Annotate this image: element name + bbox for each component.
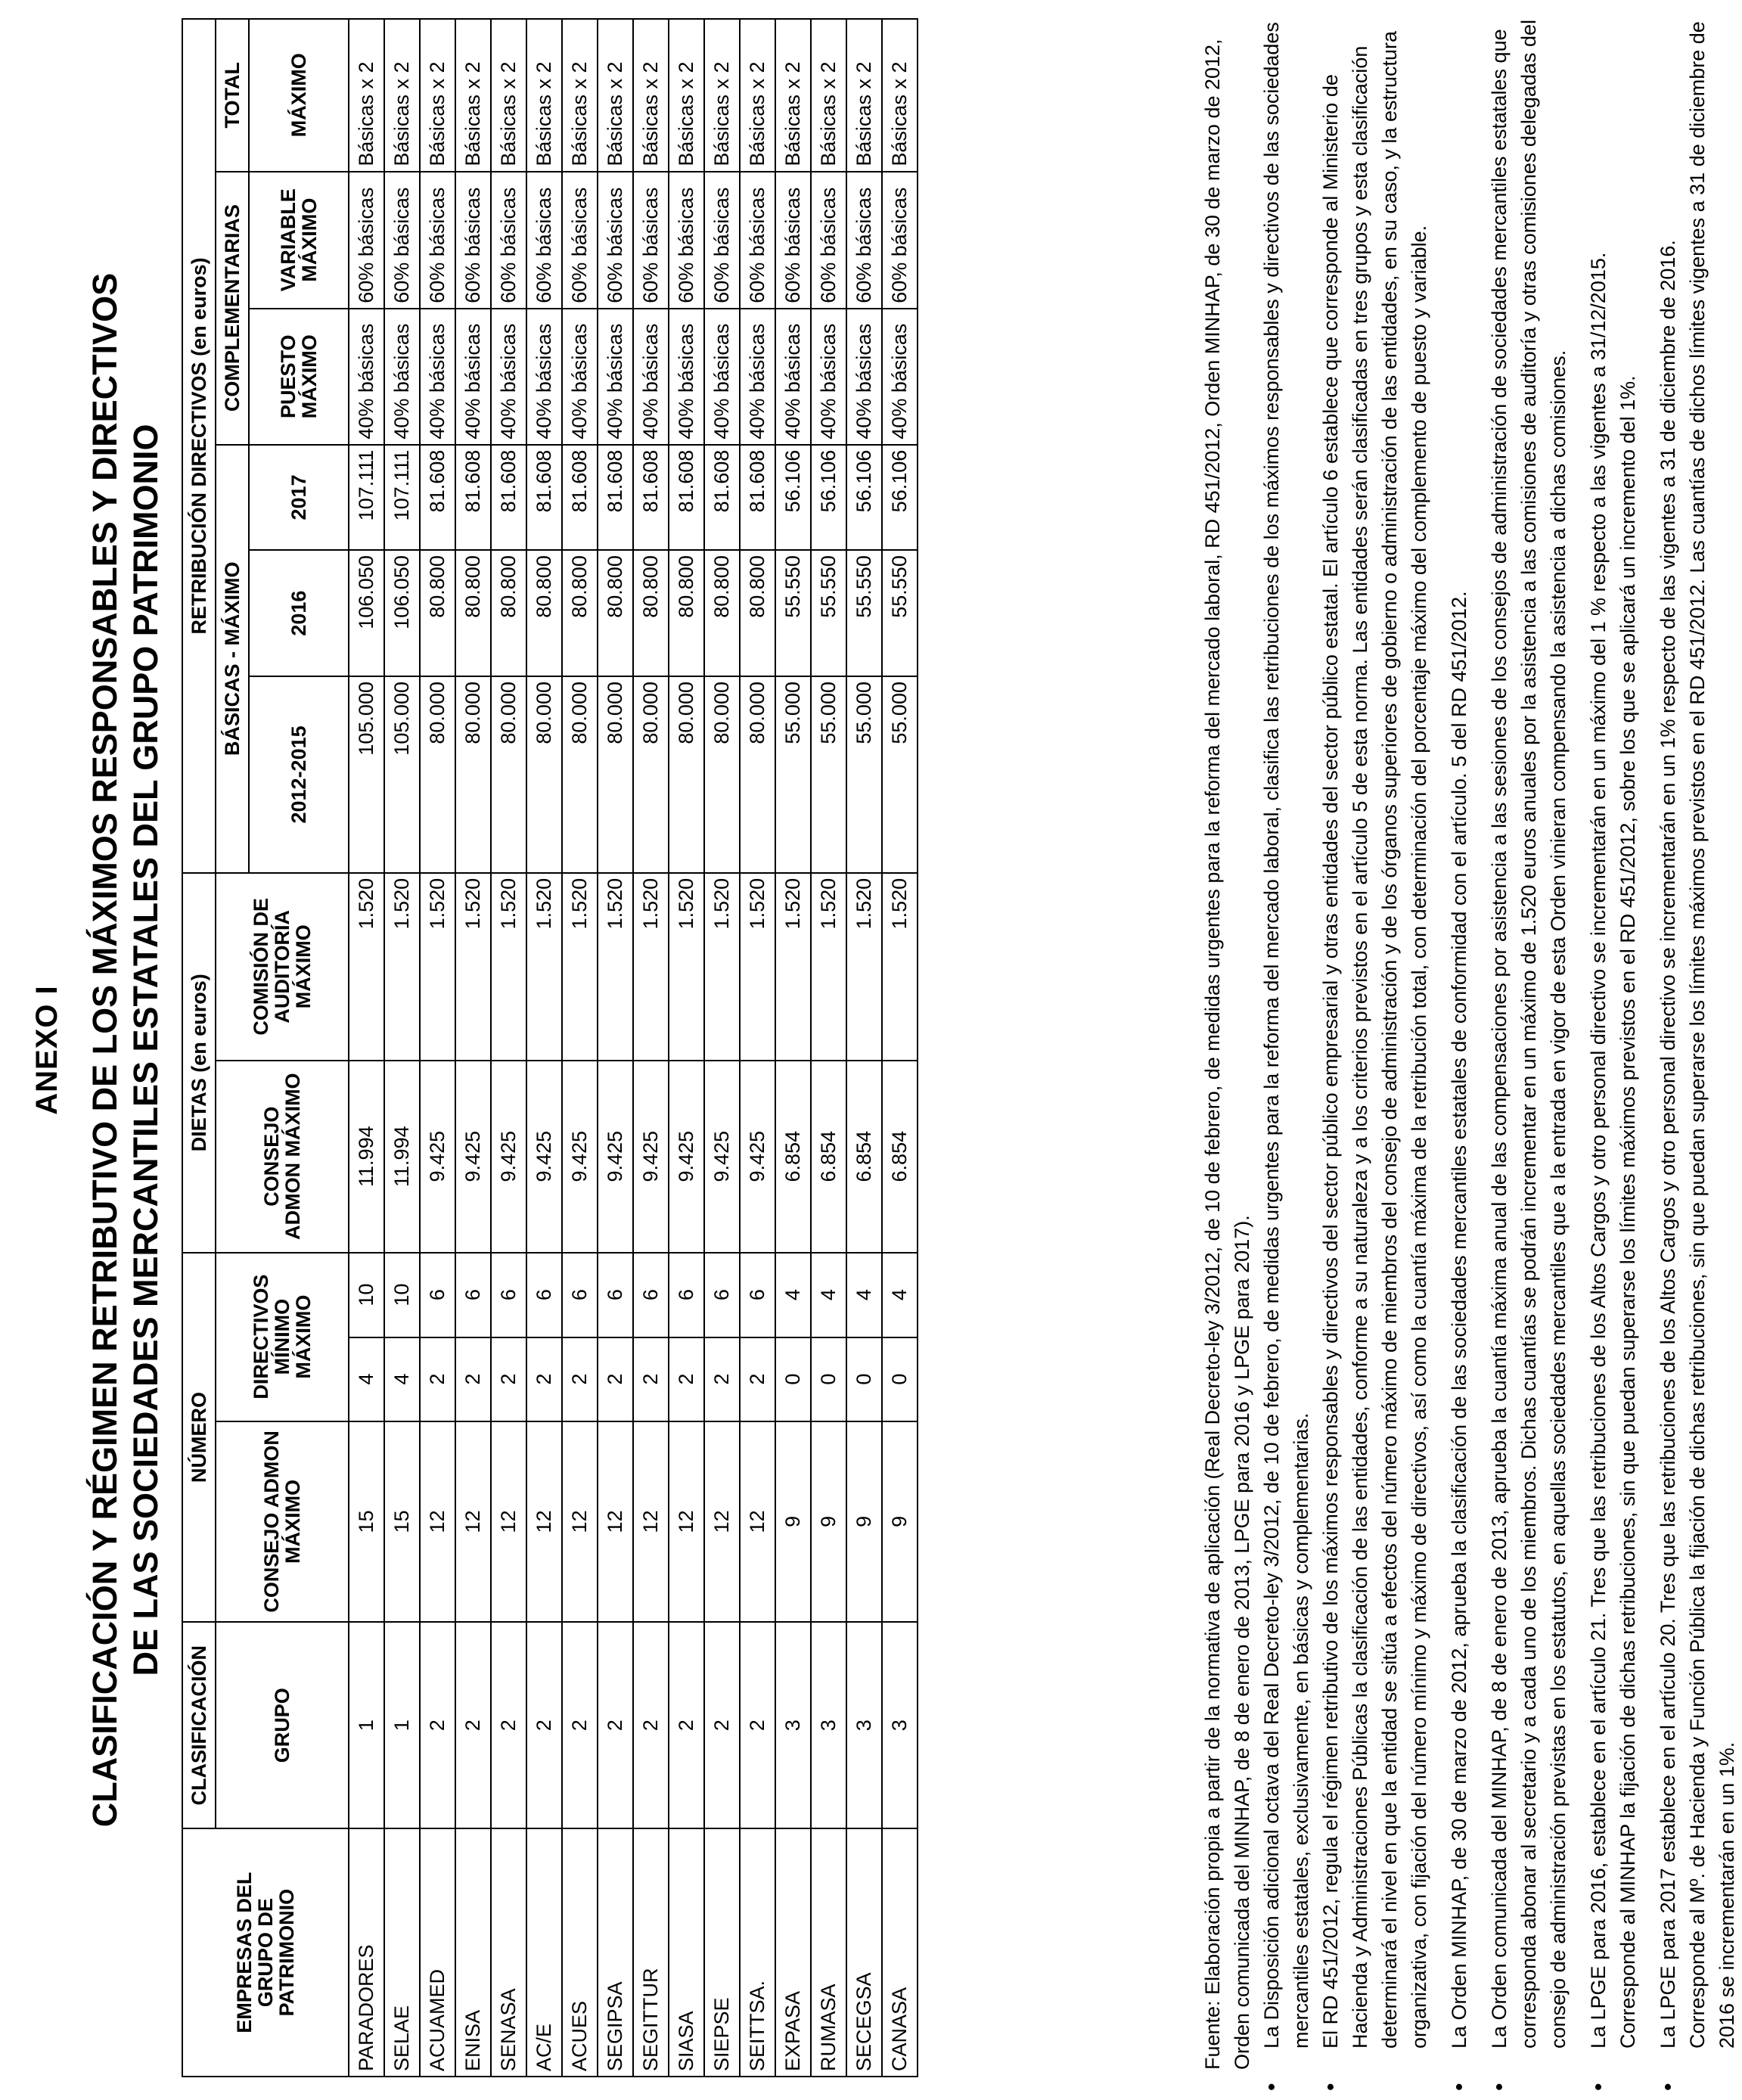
table-cell: 9.425 xyxy=(669,1061,704,1253)
table-cell: 9.425 xyxy=(526,1061,562,1253)
table-row xyxy=(846,19,882,2077)
table-cell: AC/E xyxy=(526,1828,562,2077)
table-cell: Básicas x 2 xyxy=(491,19,526,172)
table-cell: Básicas x 2 xyxy=(669,19,704,172)
header-consejo-numero: CONSEJO ADMON MÁXIMO xyxy=(216,1421,349,1623)
table-cell: Básicas x 2 xyxy=(740,19,775,172)
table-cell: 40% básicas xyxy=(882,309,918,445)
table-cell: 60% básicas xyxy=(704,172,740,309)
table-cell: 2 xyxy=(491,1622,526,1828)
table-cell: 81.608 xyxy=(491,445,526,550)
table-cell: 40% básicas xyxy=(633,309,669,445)
table-cell: 2 xyxy=(633,1337,669,1421)
table-cell: 1.520 xyxy=(882,873,918,1061)
table-cell: 2 xyxy=(704,1337,740,1421)
table-cell: 55.550 xyxy=(882,550,918,676)
table-cell: 9.425 xyxy=(633,1061,669,1253)
table-cell: 81.608 xyxy=(562,445,598,550)
table-cell: 4 xyxy=(811,1253,846,1337)
table-row xyxy=(811,19,846,2077)
table-cell: 80.800 xyxy=(704,550,740,676)
table-cell: 2 xyxy=(420,1622,455,1828)
table-cell: 80.000 xyxy=(669,676,704,873)
header-clasificacion: CLASIFICACIÓN xyxy=(182,1622,216,1828)
table-cell: 6 xyxy=(420,1253,455,1337)
header-retribucion: RETRIBUCIÓN DIRECTIVOS (en euros) xyxy=(182,19,216,873)
header-numero: NÚMERO xyxy=(182,1253,216,1623)
table-cell: 6 xyxy=(491,1253,526,1337)
table-cell: 6.854 xyxy=(882,1061,918,1253)
table-cell: Básicas x 2 xyxy=(526,19,562,172)
table-cell: 81.608 xyxy=(633,445,669,550)
table-cell: 3 xyxy=(775,1622,811,1828)
table-cell: SEITTSA. xyxy=(740,1828,775,2077)
table-cell: 81.608 xyxy=(420,445,455,550)
table-cell: SEGITTUR xyxy=(633,1828,669,2077)
title-line: CLASIFICACIÓN Y RÉGIMEN RETRIBUTIVO DE LOS MÁXIMOS RESPONSABLES Y DIRECTIVOS xyxy=(85,272,124,1828)
table-cell: 2 xyxy=(704,1622,740,1828)
note-item xyxy=(1584,18,1643,2070)
title-line: DE LAS SOCIEDADES MERCANTILES ESTATALES DEL GRUPO PATRIMONIO xyxy=(126,424,165,1676)
table-cell: 12 xyxy=(420,1421,455,1623)
table-row xyxy=(775,19,811,2077)
table-cell: 60% básicas xyxy=(882,172,918,309)
table-cell: 40% básicas xyxy=(811,309,846,445)
table-cell: 4 xyxy=(846,1253,882,1337)
table-cell: 81.608 xyxy=(598,445,633,550)
table-cell: 80.800 xyxy=(598,550,633,676)
table-cell: 9.425 xyxy=(420,1061,455,1253)
header-maximo: MÁXIMO xyxy=(249,19,349,172)
table-row xyxy=(526,19,562,2077)
document-title xyxy=(85,0,166,2100)
table-cell: 60% básicas xyxy=(846,172,882,309)
table-cell: 2 xyxy=(633,1622,669,1828)
table-cell: SENASA xyxy=(491,1828,526,2077)
table-cell: 1.520 xyxy=(846,873,882,1061)
table-cell: 80.000 xyxy=(455,676,491,873)
table-cell: Básicas x 2 xyxy=(704,19,740,172)
table-cell: 2 xyxy=(420,1337,455,1421)
table-cell: 55.000 xyxy=(775,676,811,873)
table-cell: 40% básicas xyxy=(740,309,775,445)
notes-list xyxy=(1257,18,1742,2070)
table-cell: 4 xyxy=(349,1337,384,1421)
table-cell: 60% básicas xyxy=(384,172,420,309)
table-cell: 6 xyxy=(562,1253,598,1337)
table-cell: 2 xyxy=(669,1622,704,1828)
table-cell: 1.520 xyxy=(704,873,740,1061)
table-cell: 12 xyxy=(455,1421,491,1623)
table-cell: 80.800 xyxy=(740,550,775,676)
table-cell: Básicas x 2 xyxy=(349,19,384,172)
header-empresas: EMPRESAS DEL GRUPO DE PATRIMONIO xyxy=(182,1828,349,2077)
table-row xyxy=(491,19,526,2077)
table-cell: 1.520 xyxy=(598,873,633,1061)
table-cell: 9 xyxy=(811,1421,846,1623)
table-cell: 9.425 xyxy=(704,1061,740,1253)
table-row xyxy=(598,19,633,2077)
table-cell: 2 xyxy=(740,1337,775,1421)
table-cell: 40% básicas xyxy=(598,309,633,445)
table-cell: 6 xyxy=(598,1253,633,1337)
table-cell: PARADORES xyxy=(349,1828,384,2077)
table-cell: 9.425 xyxy=(455,1061,491,1253)
table-cell: 55.550 xyxy=(846,550,882,676)
table-cell: 3 xyxy=(846,1622,882,1828)
table-cell: 2 xyxy=(455,1337,491,1421)
table-cell: 12 xyxy=(526,1421,562,1623)
note-item xyxy=(1485,18,1573,2070)
table-cell: 106.050 xyxy=(384,550,420,676)
table-row xyxy=(420,19,455,2077)
table-cell: Básicas x 2 xyxy=(420,19,455,172)
note-text: • La Orden MINHAP, de 30 de marzo de 2012, aprueba la clasificación de las sociedades mercantiles estatales de conformidad con el artículo. 5 del RD 451/2012. xyxy=(1448,591,1470,2049)
table-cell: 12 xyxy=(704,1421,740,1623)
table-cell: 6.854 xyxy=(775,1061,811,1253)
table-cell: 105.000 xyxy=(349,676,384,873)
header-2012-2015: 2012-2015 xyxy=(249,676,349,873)
table-cell: 60% básicas xyxy=(455,172,491,309)
table-cell: Básicas x 2 xyxy=(455,19,491,172)
table-cell: 1.520 xyxy=(491,873,526,1061)
table-cell: SIASA xyxy=(669,1828,704,2077)
table-cell: 4 xyxy=(775,1253,811,1337)
table-cell: 6 xyxy=(633,1253,669,1337)
table-cell: ACUAMED xyxy=(420,1828,455,2077)
table-cell: Básicas x 2 xyxy=(882,19,918,172)
table-cell: 1.520 xyxy=(775,873,811,1061)
table-cell: 40% básicas xyxy=(775,309,811,445)
table-cell: 9 xyxy=(775,1421,811,1623)
table-cell: 2 xyxy=(526,1337,562,1421)
table-cell: 1.520 xyxy=(349,873,384,1061)
table-cell: 80.000 xyxy=(491,676,526,873)
remuneration-table xyxy=(182,18,918,2077)
table-cell: 56.106 xyxy=(811,445,846,550)
table-cell: 80.000 xyxy=(704,676,740,873)
table-cell: 15 xyxy=(384,1421,420,1623)
table-cell: 9 xyxy=(846,1421,882,1623)
table-cell: Básicas x 2 xyxy=(562,19,598,172)
note-text: Corresponde al MINHAP la fijación de dichas retribuciones, sin que puedan superarse los límites máximos previstos en el RD 451/2012, sobre los que se aplicará un incremento del 1%. xyxy=(1616,375,1639,2049)
table-cell: 80.000 xyxy=(420,676,455,873)
table-cell: EXPASA xyxy=(775,1828,811,2077)
table-cell: 60% básicas xyxy=(491,172,526,309)
table-cell: 1.520 xyxy=(633,873,669,1061)
header-2016: 2016 xyxy=(249,550,349,676)
note-text: • La Orden comunicada del MINHAP, de 8 de enero de 2013, aprueba la cuantía máxima anual de las compensaciones por asistencia a las sesiones de los consejos de administración de sociedades mercantiles estatales que corresponda abonar al secretario y a cada uno de los miembros. Dichas cuantías se podrán incrementar en un máximo de 1.520 euros anuales por la asistencia a las comisiones de auditoría y otras comisiones delegadas del consejo de administración previstas en los estatutos, en aquellas sociedades mercantiles que a la entrada en vigor de esta Orden vinieran compensando la asistencia a dichas comisiones. xyxy=(1488,19,1570,2049)
table-row xyxy=(384,19,420,2077)
note-text: • La LPGE para 2017 establece en el artículo 20. Tres que las retribuciones de los Altos Cargos y otro personal directivo se incrementarán en un 1% respecto de las vigentes a 31 de diciembre de 2016. xyxy=(1657,240,1679,2049)
table-cell: SELAE xyxy=(384,1828,420,2077)
table-cell: 80.000 xyxy=(598,676,633,873)
table-cell: 15 xyxy=(349,1421,384,1623)
table-cell: Básicas x 2 xyxy=(775,19,811,172)
table-cell: 81.608 xyxy=(526,445,562,550)
note-item xyxy=(1445,18,1474,2070)
table-cell: 80.800 xyxy=(491,550,526,676)
table-cell: 80.800 xyxy=(455,550,491,676)
table-cell: 2 xyxy=(562,1622,598,1828)
table-row xyxy=(562,19,598,2077)
table-cell: 0 xyxy=(775,1337,811,1421)
table-cell: 2 xyxy=(491,1337,526,1421)
header-dietas: DIETAS (en euros) xyxy=(182,873,216,1253)
table-cell: 1.520 xyxy=(420,873,455,1061)
table-cell: 6.854 xyxy=(811,1061,846,1253)
table-cell: Básicas x 2 xyxy=(846,19,882,172)
table-cell: 80.000 xyxy=(562,676,598,873)
table-cell: 1.520 xyxy=(740,873,775,1061)
table-cell: 2 xyxy=(669,1337,704,1421)
header-puesto: PUESTO MÁXIMO xyxy=(249,309,349,445)
table-cell: CANASA xyxy=(882,1828,918,2077)
note-item xyxy=(1257,18,1316,2070)
table-cell: 40% básicas xyxy=(562,309,598,445)
note-text: • La Disposición adicional octava del Real Decreto-ley 3/2012, de 10 de febrero, de medidas urgentes para la reforma del mercado laboral, clasifica las retribuciones de los máximos responsables y directivos de las sociedades mercantiles estatales, exclusivamente, en básicas y complementarias. xyxy=(1260,22,1312,2049)
table-cell: 40% básicas xyxy=(704,309,740,445)
table-cell: 11.994 xyxy=(384,1061,420,1253)
table-cell: 3 xyxy=(882,1622,918,1828)
table-cell: 40% básicas xyxy=(455,309,491,445)
table-body xyxy=(349,19,918,2077)
table-row xyxy=(669,19,704,2077)
table-cell: 2 xyxy=(455,1622,491,1828)
table-cell: 80.000 xyxy=(633,676,669,873)
table-cell: 12 xyxy=(562,1421,598,1623)
table-cell: 56.106 xyxy=(882,445,918,550)
table-cell: 40% básicas xyxy=(349,309,384,445)
table-cell: 60% básicas xyxy=(811,172,846,309)
table-cell: Básicas x 2 xyxy=(598,19,633,172)
table-cell: 1.520 xyxy=(526,873,562,1061)
table-cell: 107.111 xyxy=(349,445,384,550)
header-complementarias: COMPLEMENTARIAS xyxy=(216,172,249,445)
table-cell: 4 xyxy=(882,1253,918,1337)
table-cell: SEGIPSA xyxy=(598,1828,633,2077)
table-cell: 81.608 xyxy=(455,445,491,550)
table-cell: 40% básicas xyxy=(420,309,455,445)
table-cell: 60% básicas xyxy=(669,172,704,309)
table-cell: 6.854 xyxy=(846,1061,882,1253)
table-cell: 12 xyxy=(491,1421,526,1623)
table-cell: 11.994 xyxy=(349,1061,384,1253)
header-directivos: DIRECTIVOS MÍNIMO MÁXIMO xyxy=(216,1253,349,1421)
table-cell: 60% básicas xyxy=(775,172,811,309)
note-item xyxy=(1316,18,1434,2070)
table-cell: 6 xyxy=(526,1253,562,1337)
table-cell: 60% básicas xyxy=(740,172,775,309)
table-cell: 2 xyxy=(598,1337,633,1421)
table-cell: 107.111 xyxy=(384,445,420,550)
table-cell: 0 xyxy=(846,1337,882,1421)
table-row xyxy=(455,19,491,2077)
table-cell: 1.520 xyxy=(811,873,846,1061)
table-cell: 80.800 xyxy=(562,550,598,676)
table-cell: 0 xyxy=(811,1337,846,1421)
table-cell: 1.520 xyxy=(455,873,491,1061)
table-cell: ENISA xyxy=(455,1828,491,2077)
table-row xyxy=(704,19,740,2077)
table-cell: 0 xyxy=(882,1337,918,1421)
table-cell: 9 xyxy=(882,1421,918,1623)
table-cell: 12 xyxy=(669,1421,704,1623)
table-cell: 6 xyxy=(669,1253,704,1337)
table-cell: 60% básicas xyxy=(526,172,562,309)
table-cell: ACUES xyxy=(562,1828,598,2077)
table-cell: 81.608 xyxy=(669,445,704,550)
table-cell: 6 xyxy=(455,1253,491,1337)
table-cell: 10 xyxy=(349,1253,384,1337)
table-cell: 12 xyxy=(598,1421,633,1623)
table-row xyxy=(349,19,384,2077)
table-cell: 60% básicas xyxy=(633,172,669,309)
table-cell: 9.425 xyxy=(598,1061,633,1253)
table-cell: 2 xyxy=(562,1337,598,1421)
table-cell: 1 xyxy=(384,1622,420,1828)
table-cell: 2 xyxy=(598,1622,633,1828)
table-cell: 55.550 xyxy=(775,550,811,676)
table-cell: SIEPSE xyxy=(704,1828,740,2077)
notes xyxy=(1198,18,1742,2070)
table-cell: 80.800 xyxy=(669,550,704,676)
table-cell: 55.000 xyxy=(846,676,882,873)
table-cell: 6 xyxy=(740,1253,775,1337)
annex-heading: ANEXO I xyxy=(30,985,64,1115)
table-cell: 60% básicas xyxy=(562,172,598,309)
table-cell: 3 xyxy=(811,1622,846,1828)
table-cell: 81.608 xyxy=(704,445,740,550)
table-cell: 80.000 xyxy=(526,676,562,873)
header-consejo-dietas: CONSEJO ADMON MÁXIMO xyxy=(216,1061,349,1253)
table-cell: SECEGSA xyxy=(846,1828,882,2077)
table-row xyxy=(882,19,918,2077)
table-cell: 1.520 xyxy=(384,873,420,1061)
header-basicas: BÁSICAS - MÁXIMO xyxy=(216,445,249,873)
table-cell: Básicas x 2 xyxy=(811,19,846,172)
table-cell: 1.520 xyxy=(669,873,704,1061)
table-cell: 80.800 xyxy=(526,550,562,676)
table-cell: 9.425 xyxy=(491,1061,526,1253)
table-cell: 55.000 xyxy=(882,676,918,873)
header-comision: COMISIÓN DE AUDITORÍA MÁXIMO xyxy=(216,873,349,1061)
header-variable: VARIABLE MÁXIMO xyxy=(249,172,349,309)
note-text: • La LPGE para 2016, establece en el artículo 21. Tres que las retribuciones de los Altos Cargos y otro personal directivo se incrementarán en un máximo del 1 % respecto a las vigentes a 31/12/2015. xyxy=(1587,252,1610,2049)
table-cell: 60% básicas xyxy=(598,172,633,309)
table-cell: 106.050 xyxy=(349,550,384,676)
table-cell: 6 xyxy=(704,1253,740,1337)
note-text: • El RD 451/2012, regula el régimen retributivo de los máximos responsables y directivos del sector público empresarial y otras entidades del sector público estatal. El artículo 6 establece que corresponde al Ministerio de Hacienda y Administraciones Públicas la clasificación de las entidades, conforme a su naturaleza y a los criterios previstos en el artículo 5 de esta norma. Las entidades serán clasificadas en tres grupos y esta clasificación determinará el nivel en que la entidad se sitúa a efectos del número máximo de miembros del consejo de administración y de los órganos superiores de gobierno o administración de las entidades, en su caso, y la estructura organizativa, con fijación del número mínimo y máximo de directivos, así como la cuantía máxima de la retribución total, con determinación del porcentaje máximo del complemento de puesto y variable. xyxy=(1319,31,1430,2049)
table-cell: 40% básicas xyxy=(669,309,704,445)
table-cell: 56.106 xyxy=(846,445,882,550)
table-cell: 12 xyxy=(740,1421,775,1623)
table-cell: 80.800 xyxy=(420,550,455,676)
table-cell: 4 xyxy=(384,1337,420,1421)
table-cell: 55.000 xyxy=(811,676,846,873)
table-row xyxy=(633,19,669,2077)
table-cell: 81.608 xyxy=(740,445,775,550)
table-cell: 40% básicas xyxy=(384,309,420,445)
header-grupo: GRUPO xyxy=(216,1622,349,1828)
table-cell: 40% básicas xyxy=(526,309,562,445)
table-cell: 1.520 xyxy=(562,873,598,1061)
table-cell: 2 xyxy=(526,1622,562,1828)
table-cell: 105.000 xyxy=(384,676,420,873)
table-cell: 60% básicas xyxy=(420,172,455,309)
table-cell: 56.106 xyxy=(775,445,811,550)
table-cell: RUMASA xyxy=(811,1828,846,2077)
table-cell: 1 xyxy=(349,1622,384,1828)
table-cell: 9.425 xyxy=(562,1061,598,1253)
header-2017: 2017 xyxy=(249,445,349,550)
table-row xyxy=(740,19,775,2077)
table-cell: 40% básicas xyxy=(846,309,882,445)
table-cell: 60% básicas xyxy=(349,172,384,309)
table-cell: 12 xyxy=(633,1421,669,1623)
header-total: TOTAL xyxy=(216,19,249,172)
table-cell: 55.550 xyxy=(811,550,846,676)
table-cell: 80.000 xyxy=(740,676,775,873)
table-cell: 40% básicas xyxy=(491,309,526,445)
table-cell: Básicas x 2 xyxy=(633,19,669,172)
table-cell: 10 xyxy=(384,1253,420,1337)
table-cell: 80.800 xyxy=(633,550,669,676)
table-cell: 2 xyxy=(740,1622,775,1828)
note-item xyxy=(1654,18,1742,2070)
table-cell: Básicas x 2 xyxy=(384,19,420,172)
source-note: Fuente: Elaboración propia a partir de la normativa de aplicación (Real Decreto-ley 3/2012, de 10 de febrero, de medidas urgentes para la reforma del mercado laboral, RD 451/2012, Orden MINHAP, de 30 de marzo de 2012, Orden comunicada del MINHAP, de 8 de enero de 2013, LPGE para 2016 y LPGE para 2017). xyxy=(1201,39,1253,2070)
table-cell: 9.425 xyxy=(740,1061,775,1253)
note-text: Corresponde al Mº. de Hacienda y Función Pública la fijación de dichas retribuciones, sin que puedan superarse los límites máximos previstos en el RD 451/2012. Las cuantías de dichos límites vigentes a 31 de diciembre de 2016 se incrementarán en un 1%. xyxy=(1686,21,1738,2049)
